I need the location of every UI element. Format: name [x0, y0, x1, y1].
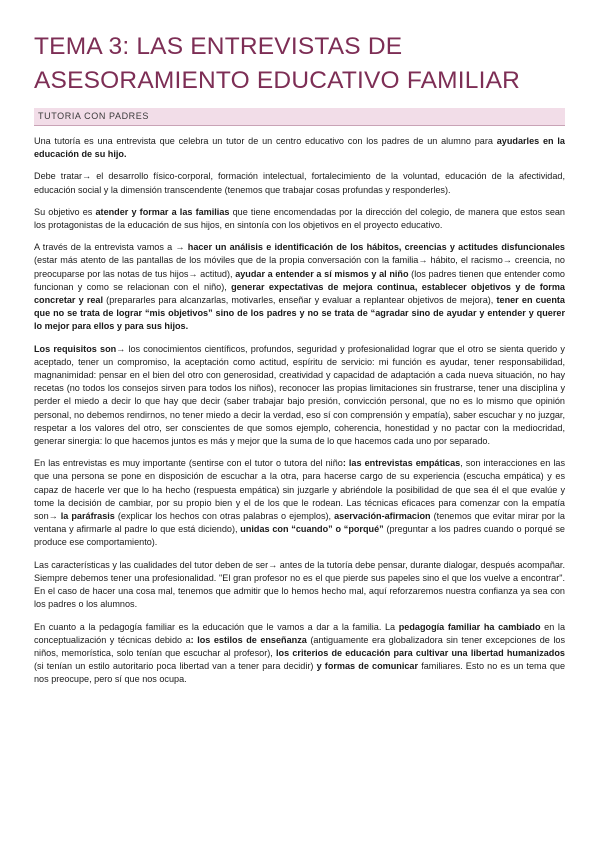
section-heading: TUTORIA CON PADRES	[34, 108, 565, 126]
bold-run: aservación-afirmacion	[334, 511, 431, 522]
bold-run: atender y formar a las familias	[95, 206, 230, 217]
bold-run: : los estilos de enseñanza	[190, 634, 307, 645]
bold-run: ayudar a entender a sí mismos y al niño	[235, 268, 409, 279]
text-run: Debe tratar→ el desarrollo físico-corporal, formación intelectual, fortalecimiento de la voluntad, educación de la afectividad, educación social y la dimensión transcendente (tenemos que trabajar cosas profundas y responderles).	[34, 171, 565, 195]
text-run: (los padres tienen que entender como funcionan y como se relacionan con el niño),	[34, 268, 565, 292]
title-line-1: TEMA 3: LAS ENTREVISTAS DE	[34, 33, 403, 60]
bold-run: pedagogía familiar ha cambiado	[398, 621, 541, 632]
text-run: (estar más atento de las pantallas de los móviles que de la propia conversación con la familia→ hábito, el racismo→ creencia, no preocuparse por las notas de tus hijos→ actitud),	[34, 255, 565, 279]
text-run: (antiguamente era globalizadora sin tener excepciones de los niños, memorística, solo tenían que escuchar al profesor),	[34, 634, 566, 658]
text-run: En cuanto a la pedagogía familiar es la educación que le vamos a dar a la familia. La	[34, 621, 399, 632]
bold-run: generar expectativas de mejora continua, establecer objetivos y de forma concretar y real	[34, 281, 565, 306]
text-run: familiares. Esto no es un tema que nos preocupe, pero sí que nos ocupa.	[34, 661, 566, 685]
document-page	[34, 30, 565, 696]
bold-run: los criterios de educación para cultivar una libertad humanizados	[276, 647, 565, 658]
bold-run: : las entrevistas empáticas	[342, 458, 461, 469]
paragraph-entrevista	[34, 241, 565, 333]
text-run: En las entrevistas es muy importante (sentirse con el tutor o tutora del niño	[34, 458, 343, 469]
bold-run: → la paráfrasis	[48, 511, 115, 522]
text-run: los conocimientos científicos, profundos, seguridad y profesionalidad lograr que el otro se sienta querido y aceptado, tener un compromiso, la aceptación como actitud, espíritu de servicio: mi función es ayudar, tener responsabilidad, magnanimidad: pensar en el bien del otro con generosidad, creatividad y capacidad de adaptación a cada nueva situación, no hay recetas (no todos los consejos sirven para todos los niños), reconocer las propias limitaciones sin frustrarse, tener una disciplina y perder el miedo a decir lo que hay que decir (saber trabajar bajo presión, convicción personal, que no es lo mismo que opinión personal, no debemos rendirnos, no tener miedo a decir la verdad, eso sí con comprensión y empatía), saber escuchar y no juzgar, respetar a los valores del otro, ser conscientes de que somos ejemplo, coherencia, honestidad y no pactar con la mediocridad, generar sinergia: lo que hacemos juntos es más y mejor que la suma de lo que hacemos cada uno por separado.	[34, 343, 565, 447]
paragraph-objetivo	[34, 206, 565, 232]
bold-run: tener en cuenta que no se trata de lograr “mis objetivos” sino de los padres y no se trata de “agradar sino de ayudar y entender y querer lo mejor para ellos y para sus hijos.	[34, 295, 565, 332]
text-run: (explicar los hechos con otras palabras o ejemplos),	[114, 511, 335, 522]
paragraph-empatia	[34, 457, 565, 549]
bold-run: y formas de comunicar	[316, 661, 419, 672]
text-run: que tiene encomendadas por la dirección del colegio, de manera que estos sean los protagonistas de la educación de sus hijos, en sintonía con los objetivos en el proyecto educativo.	[34, 206, 565, 231]
paragraph-debe-tratar	[34, 170, 565, 196]
paragraph-caracteristicas	[34, 559, 565, 612]
title-line-2: ASESORAMIENTO EDUCATIVO FAMILIAR	[34, 67, 521, 94]
text-run: Su objetivo es	[34, 206, 96, 217]
text-run: (preguntar a los padres cuando o porqué se produce ese comportamiento).	[34, 524, 565, 548]
text-run: (tenemos que evitar mirar por la ventana y afirmarle al padre lo que está diciendo),	[34, 511, 565, 535]
text-run: Las características y las cualidades del tutor deben de ser→ antes de la tutoría debe pensar, durante dialogar, después acompañar. Siempre debemos tener una profesionalidad. "El gran profesor no es el que pierde sus papeles sino el que los vuelve a encontrar". En el caso de hacer una cosa mal, tenemos que admitir que lo hemos hecho mal, aquí reforzaremos nuestra confianza ya sea con los padres o los alumnos.	[34, 559, 565, 610]
bold-run: ayudarles en la educación de su hijo.	[34, 136, 565, 160]
bold-run: Los requisitos son→	[34, 343, 126, 354]
paragraph-intro	[34, 135, 565, 161]
bold-run: unidas con “cuando” o “porqué”	[240, 524, 384, 535]
text-run: (prepararles para alcanzarlas, motivarles, enseñar y evaluar a replantear objetivos de mejora),	[103, 295, 497, 306]
paragraph-pedagogia	[34, 621, 565, 687]
text-run: en la conceptualización y técnicas debido a	[34, 621, 565, 645]
text-run: (si tenían un estilo autoritario poca libertad van a tener para decidir)	[34, 661, 317, 672]
text-run: , son interacciones en las que una persona se pone en disposición de escuchar a la otra, para hacerse cargo de su experiencia (escucha empática) y es capaz de hacerle ver que lo ha hecho (respuesta empática) sin juzgarle y abriéndole la posibilidad de que sea él el que evalúe y tome la decisión de cambiar, por su propio bien y el de los que le rodean. Las técnicas eficaces para comenzar con la empatía son	[34, 458, 565, 522]
page-title	[34, 30, 565, 98]
bold-run: hacer un análisis e identificación de los hábitos, creencias y actitudes disfuncionales	[187, 242, 565, 253]
paragraph-requisitos	[34, 343, 565, 449]
text-run: Una tutoría es una entrevista que celebra un tutor de un centro educativo con los padres de un alumno para	[34, 136, 497, 146]
text-run: A través de la entrevista vamos a →	[34, 242, 188, 253]
